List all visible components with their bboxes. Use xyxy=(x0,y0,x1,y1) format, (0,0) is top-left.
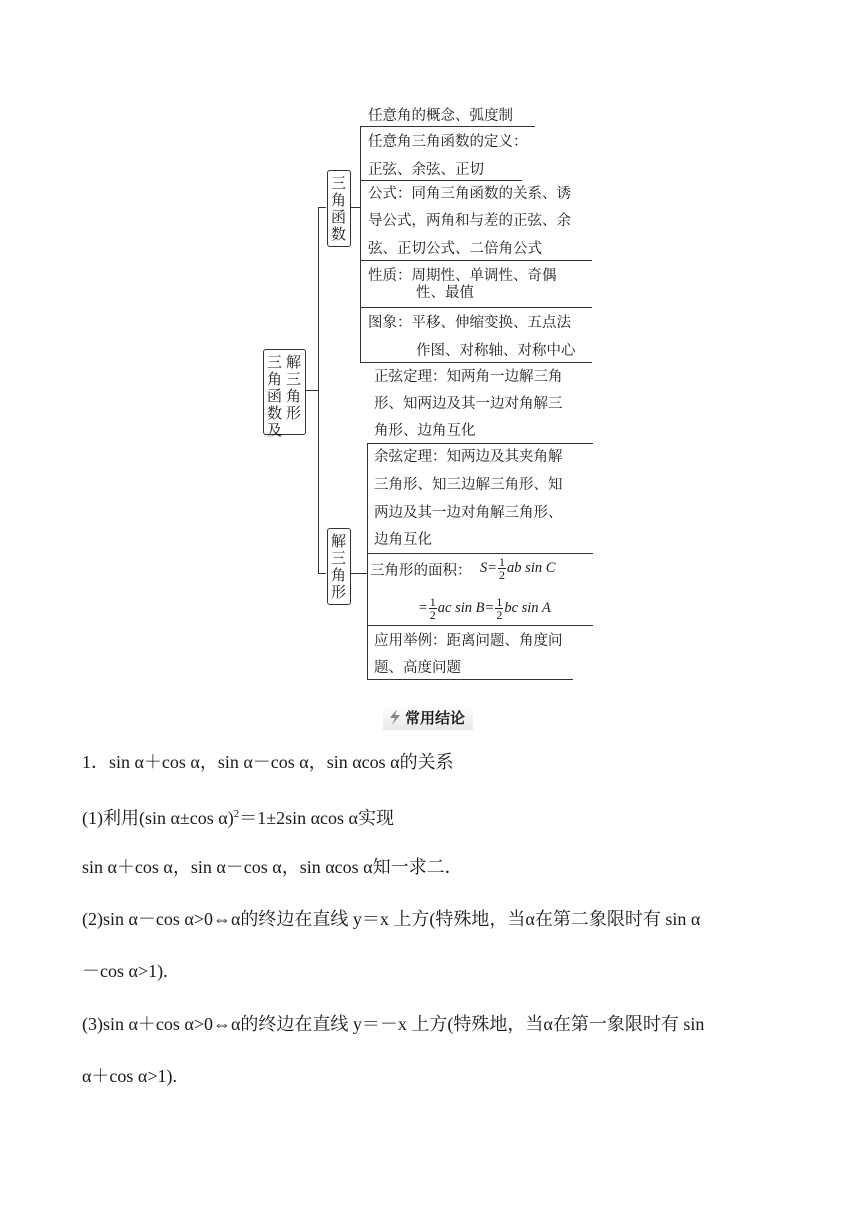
divider xyxy=(360,126,535,127)
b1-item: 正弦、余弦、正切 xyxy=(368,162,484,178)
b2-item: 两边及其一边对角解三角形、 xyxy=(374,505,563,521)
paragraph-7: α＋cos α>1). xyxy=(82,1066,178,1086)
b2-item: 角形、边角互化 xyxy=(374,423,476,439)
root-label-left: 三角函数及 xyxy=(267,353,283,439)
b2-item: 形、知两边及其一边对角解三 xyxy=(374,396,563,412)
bracket xyxy=(360,126,361,362)
b1-item: 作图、对称轴、对称中心 xyxy=(416,343,576,359)
b2-item: 题、高度问题 xyxy=(374,660,461,676)
branch2-label: 解三角形 xyxy=(331,532,347,601)
divider xyxy=(360,260,592,261)
divider xyxy=(367,553,593,554)
paragraph-4: (2)sin α－cos α>0⇔α的终边在直线 y＝x 上方(特殊地，当α在第二象限时有 sin α xyxy=(82,909,701,929)
paragraph-2: (1)利用(sin α±cos α)$^2$＝1±2sin αcos α实现 xyxy=(82,808,394,828)
area-formula-line1: S= $\frac{1}{2}$ ab sin C xyxy=(480,555,556,582)
branch-trig-functions xyxy=(327,170,351,247)
connector xyxy=(305,390,318,391)
divider xyxy=(367,679,573,680)
divider xyxy=(360,307,592,308)
divider xyxy=(360,362,592,363)
divider xyxy=(367,443,593,444)
connector xyxy=(350,573,367,574)
b2-item: 三角形、知三边解三角形、知 xyxy=(374,477,563,493)
fraction-half: $\frac{1}{2}$ xyxy=(496,595,503,622)
b1-item: 性质：周期性、单调性、奇偶 xyxy=(368,268,557,284)
b2-item: 三角形的面积： xyxy=(370,563,472,579)
area-formula-line2: = $\frac{1}{2}$ ac sin B= $\frac{1}{2}$ bc sin A xyxy=(418,595,551,622)
b1-item: 导公式，两角和与差的正弦、余 xyxy=(368,213,571,229)
b1-item: 弦、正切公式、二倍角公式 xyxy=(368,241,542,257)
b2-item: 余弦定理：知两边及其夹角解 xyxy=(374,449,563,465)
connector xyxy=(318,207,326,208)
connector xyxy=(318,207,319,574)
bracket xyxy=(367,443,368,679)
section-title xyxy=(383,705,473,730)
b1-item: 性、最值 xyxy=(416,285,474,301)
fraction-half: $\frac{1}{2}$ xyxy=(499,555,506,582)
branch-solve-triangles xyxy=(327,528,351,605)
b1-item: 公式：同角三角函数的关系、诱 xyxy=(368,186,571,202)
b2-item: 应用举例：距离问题、角度问 xyxy=(374,633,563,649)
paragraph-1: 1．sin α＋cos α，sin α－cos α，sin αcos α的关系 xyxy=(82,752,454,772)
b1-item: 图象：平移、伸缩变换、五点法 xyxy=(368,315,571,331)
section-title-text: 常用结论 xyxy=(405,709,466,727)
connector xyxy=(318,573,326,574)
branch1-label: 三角函数 xyxy=(331,174,347,243)
lightning-icon xyxy=(388,709,402,725)
b2-item: 边角互化 xyxy=(374,532,432,548)
paragraph-6: (3)sin α＋cos α>0⇔α的终边在直线 y＝－x 上方(特殊地，当α在第一象限时有 sin xyxy=(82,1014,705,1034)
root-label-right: 解三角形 xyxy=(286,353,302,422)
b1-item: 任意角的概念、弧度制 xyxy=(368,108,513,124)
divider xyxy=(367,625,593,626)
connector xyxy=(350,207,360,208)
fraction-half: $\frac{1}{2}$ xyxy=(429,595,436,622)
divider xyxy=(360,180,522,181)
b1-item: 任意角三角函数的定义： xyxy=(368,134,528,150)
paragraph-5: －cos α>1). xyxy=(82,961,168,981)
root-node xyxy=(263,349,306,439)
paragraph-3: sin α＋cos α，sin α－cos α，sin αcos α知一求二． xyxy=(82,857,463,877)
b2-item: 正弦定理：知两角一边解三角 xyxy=(374,369,563,385)
